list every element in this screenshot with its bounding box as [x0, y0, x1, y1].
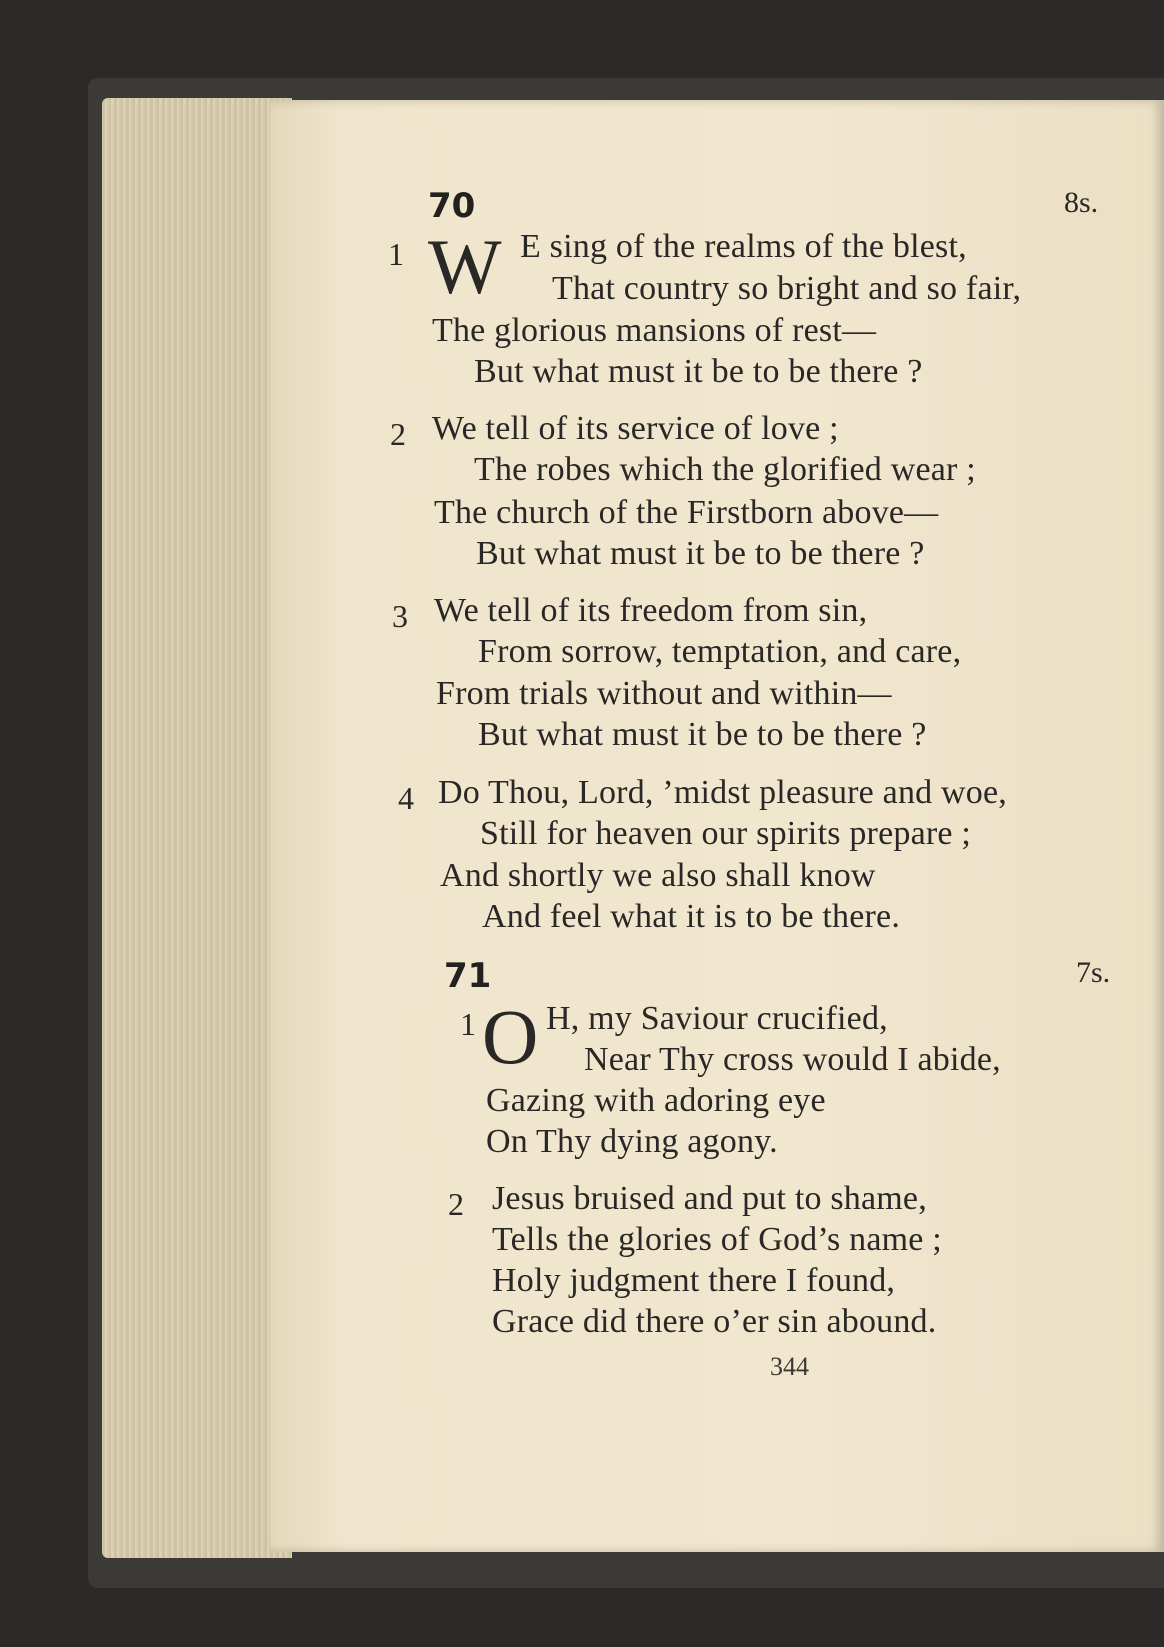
verse-line: We tell of its service of love ; [432, 410, 839, 447]
verse-line: Holy judgment there I found, [492, 1262, 896, 1299]
verse-line: The glorious mansions of rest— [432, 312, 877, 349]
drop-cap: O [482, 993, 539, 1080]
verse-number: 2 [448, 1186, 464, 1222]
verse-line: H, my Saviour crucified, [546, 1000, 888, 1037]
verse-line: Grace did there o’er sin abound. [492, 1303, 937, 1340]
verse-line: On Thy dying agony. [486, 1123, 778, 1160]
verse-line: From sorrow, temptation, and care, [478, 633, 962, 670]
verse-number: 1 [388, 236, 404, 272]
hymn-number-70: 70 [428, 186, 476, 226]
verse-number: 2 [390, 416, 406, 452]
verse-line: Still for heaven our spirits prepare ; [480, 815, 972, 852]
verse-line: But what must it be to be there ? [476, 535, 925, 572]
verse-line: Near Thy cross would I abide, [584, 1041, 1001, 1078]
verse-number: 3 [392, 598, 408, 634]
verse-number: 1 [460, 1006, 476, 1042]
verse-line: From trials without and within— [436, 675, 892, 712]
verse-line: That country so bright and so fair, [552, 270, 1022, 307]
page-edges [102, 98, 292, 1558]
hymn-meter-71: 7s. [1076, 956, 1111, 989]
verse-line: And shortly we also shall know [440, 857, 876, 894]
verse-line: We tell of its freedom from sin, [434, 592, 868, 629]
hymn-meter-70: 8s. [1064, 186, 1099, 219]
verse-line: Do Thou, Lord, ’midst pleasure and woe, [438, 774, 1007, 811]
drop-cap: W [428, 223, 502, 310]
verse-line: But what must it be to be there ? [478, 716, 927, 753]
page-number: 344 [770, 1352, 809, 1381]
verse-line: And feel what it is to be there. [482, 898, 901, 935]
verse-number: 4 [398, 780, 414, 816]
verse-line: E sing of the realms of the blest, [520, 228, 967, 265]
verse-line: But what must it be to be there ? [474, 353, 923, 390]
verse-line: Gazing with adoring eye [486, 1082, 826, 1119]
verse-line: Tells the glories of God’s name ; [492, 1221, 942, 1258]
verse-line: Jesus bruised and put to shame, [492, 1180, 927, 1217]
verse-line: The church of the Firstborn above— [434, 494, 939, 531]
verse-line: The robes which the glorified wear ; [474, 451, 976, 488]
hymn-number-71: 71 [444, 956, 492, 996]
